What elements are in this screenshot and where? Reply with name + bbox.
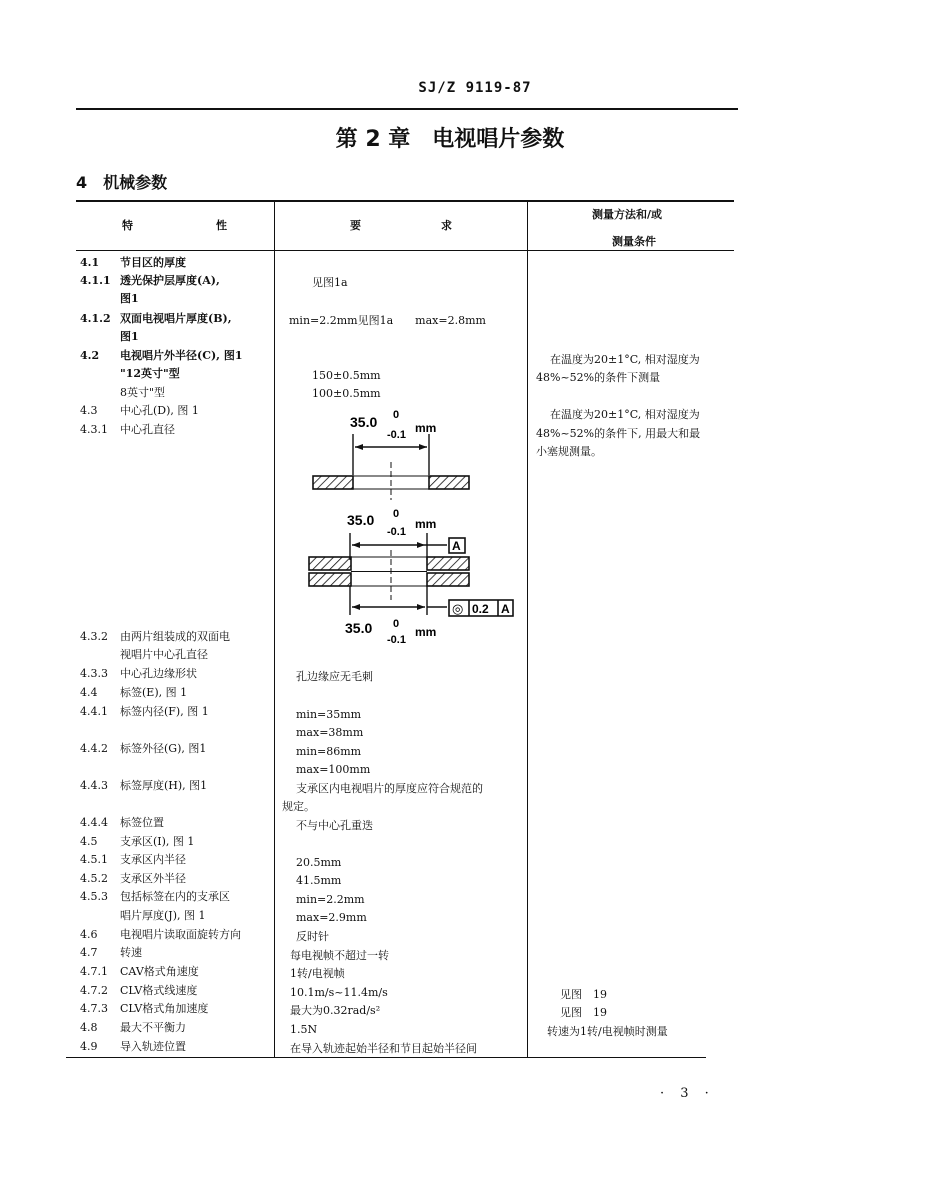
center-hole-drawing	[295, 400, 525, 645]
col2-header-a: 要	[350, 219, 361, 232]
tol-lower-bottom: -0.1	[387, 634, 406, 645]
col1-header-a: 特	[122, 219, 133, 232]
condition-text: 见图 19	[560, 988, 607, 1001]
concentricity-symbol: ◎	[452, 601, 464, 616]
requirement-text: min=86mm	[296, 745, 362, 758]
requirement-text: 1转/电视帧	[290, 967, 345, 980]
table-row: 视唱片中心孔直径	[120, 648, 208, 661]
requirement-text: min=2.2mm	[296, 893, 365, 906]
column-divider-1	[274, 200, 275, 1057]
table-row: 4.4.4 标签位置	[80, 816, 164, 829]
table-row: 4.9 导入轨迹位置	[80, 1040, 186, 1053]
page-number: · 3 ·	[660, 1086, 715, 1101]
requirement-text: 在导入轨迹起始半径和节目起始半径间	[290, 1042, 477, 1055]
condition-text: 在温度为20±1°C, 相对湿度为	[550, 353, 700, 366]
dim-value-bottom: 35.0	[345, 620, 373, 636]
table-row: "12英寸"型	[120, 367, 180, 380]
table-row: 4.5.1 支承区内半径	[80, 853, 186, 866]
section-title: 4 机械参数	[76, 173, 168, 192]
table-row: 4.3 中心孔(D), 图 1	[80, 404, 199, 417]
requirement-text: min=2.2mm见图1a max=2.8mm	[289, 314, 486, 327]
table-row: 4.3.3 中心孔边缘形状	[80, 667, 197, 680]
condition-text: 转速为1转/电视帧时测量	[547, 1025, 668, 1038]
condition-text: 48%~52%的条件下测量	[536, 371, 661, 384]
requirement-text: 1.5N	[290, 1023, 318, 1036]
table-top-rule	[76, 200, 734, 202]
requirement-text: max=2.9mm	[296, 911, 367, 924]
tol-upper-bottom: 0	[393, 618, 400, 630]
col1-header-b: 性	[216, 219, 227, 232]
concentricity-value: 0.2	[472, 602, 489, 616]
unit-top: mm	[415, 421, 437, 435]
table-row: 4.4.1 标签内径(F), 图 1	[80, 705, 209, 718]
dim-value-mid: 35.0	[347, 512, 375, 528]
tol-upper-top: 0	[393, 409, 400, 421]
table-row: 图1	[120, 330, 139, 343]
column-divider-2	[527, 200, 528, 1057]
requirement-text: 10.1m/s~11.4m/s	[290, 986, 388, 999]
table-row: 4.6 电视唱片读取面旋转方向	[80, 928, 241, 941]
table-header-rule	[76, 250, 734, 251]
col2-header-b: 求	[441, 219, 452, 232]
table-row: 4.8 最大不平衡力	[80, 1021, 186, 1034]
requirement-text: 每电视帧不超过一转	[290, 949, 389, 962]
table-row: 4.3.2 由两片组装成的双面电	[80, 630, 230, 643]
table-row: 4.3.1 中心孔直径	[80, 423, 175, 436]
requirement-text: max=100mm	[296, 763, 371, 776]
requirement-text: 规定。	[282, 800, 315, 813]
requirement-text: 不与中心孔重迭	[296, 819, 373, 832]
table-row: 4.7.2 CLV格式线速度	[80, 984, 198, 997]
concentricity-datum: A	[501, 602, 510, 616]
table-row: 4.5 支承区(I), 图 1	[80, 835, 195, 848]
unit-bottom: mm	[415, 625, 437, 639]
table-bottom-rule	[66, 1057, 706, 1058]
requirement-text: 20.5mm	[296, 856, 342, 869]
table-row: 4.4.2 标签外径(G), 图1	[80, 742, 207, 755]
condition-text: 见图 19	[560, 1006, 607, 1019]
table-row: 4.1.1 透光保护层厚度(A),	[80, 274, 220, 287]
condition-text: 48%~52%的条件下, 用最大和最	[536, 427, 701, 440]
requirement-text: 孔边缘应无毛刺	[296, 670, 373, 683]
standard-number: SJ/Z 9119-87	[418, 80, 532, 96]
requirement-text: 反时针	[296, 930, 329, 943]
tol-lower-mid: -0.1	[387, 526, 406, 538]
condition-text: 小塞规测量。	[536, 445, 602, 458]
dim-value-top: 35.0	[350, 414, 378, 430]
table-row: 8英寸"型	[120, 386, 166, 399]
requirement-text: min=35mm	[296, 708, 362, 721]
table-row: 4.7 转速	[80, 946, 142, 959]
table-row: 图1	[120, 292, 139, 305]
table-row: 4.1.2 双面电视唱片厚度(B),	[80, 312, 232, 325]
requirement-text: 100±0.5mm	[312, 387, 381, 400]
requirement-text: 150±0.5mm	[312, 369, 381, 382]
table-row: 4.7.1 CAV格式角速度	[80, 965, 199, 978]
chapter-title: 第 2 章 电视唱片参数	[335, 127, 565, 152]
table-row: 唱片厚度(J), 图 1	[120, 909, 206, 922]
table-row: 4.2 电视唱片外半径(C), 图1	[80, 349, 243, 362]
table-row: 4.5.2 支承区外半径	[80, 872, 186, 885]
col3-header-line1: 测量方法和/或	[592, 208, 663, 221]
datum-a-label: A	[452, 539, 461, 553]
top-dimension	[350, 409, 436, 475]
single-disc-section	[313, 462, 469, 500]
header-rule	[76, 108, 738, 110]
condition-text: 在温度为20±1°C, 相对湿度为	[550, 408, 700, 421]
middle-dimension	[347, 508, 465, 560]
requirement-text: 41.5mm	[296, 874, 342, 887]
table-row: 4.4 标签(E), 图 1	[80, 686, 188, 699]
table-row: 4.5.3 包括标签在内的支承区	[80, 890, 230, 903]
requirement-text: 支承区内电视唱片的厚度应符合规范的	[296, 782, 483, 795]
unit-mid: mm	[415, 517, 437, 531]
requirement-text: max=38mm	[296, 726, 364, 739]
col3-header-line2: 测量条件	[612, 235, 656, 248]
double-disc-section	[309, 550, 469, 600]
requirement-text: 最大为0.32rad/s²	[290, 1004, 381, 1017]
table-row: 4.4.3 标签厚度(H), 图1	[80, 779, 208, 792]
tol-upper-mid: 0	[393, 508, 400, 520]
table-row: 4.1 节目区的厚度	[80, 256, 186, 269]
bottom-dimension	[345, 586, 513, 645]
tol-lower-top: -0.1	[387, 429, 406, 441]
table-row: 4.7.3 CLV格式角加速度	[80, 1002, 209, 1015]
requirement-text: 见图1a	[312, 276, 348, 289]
